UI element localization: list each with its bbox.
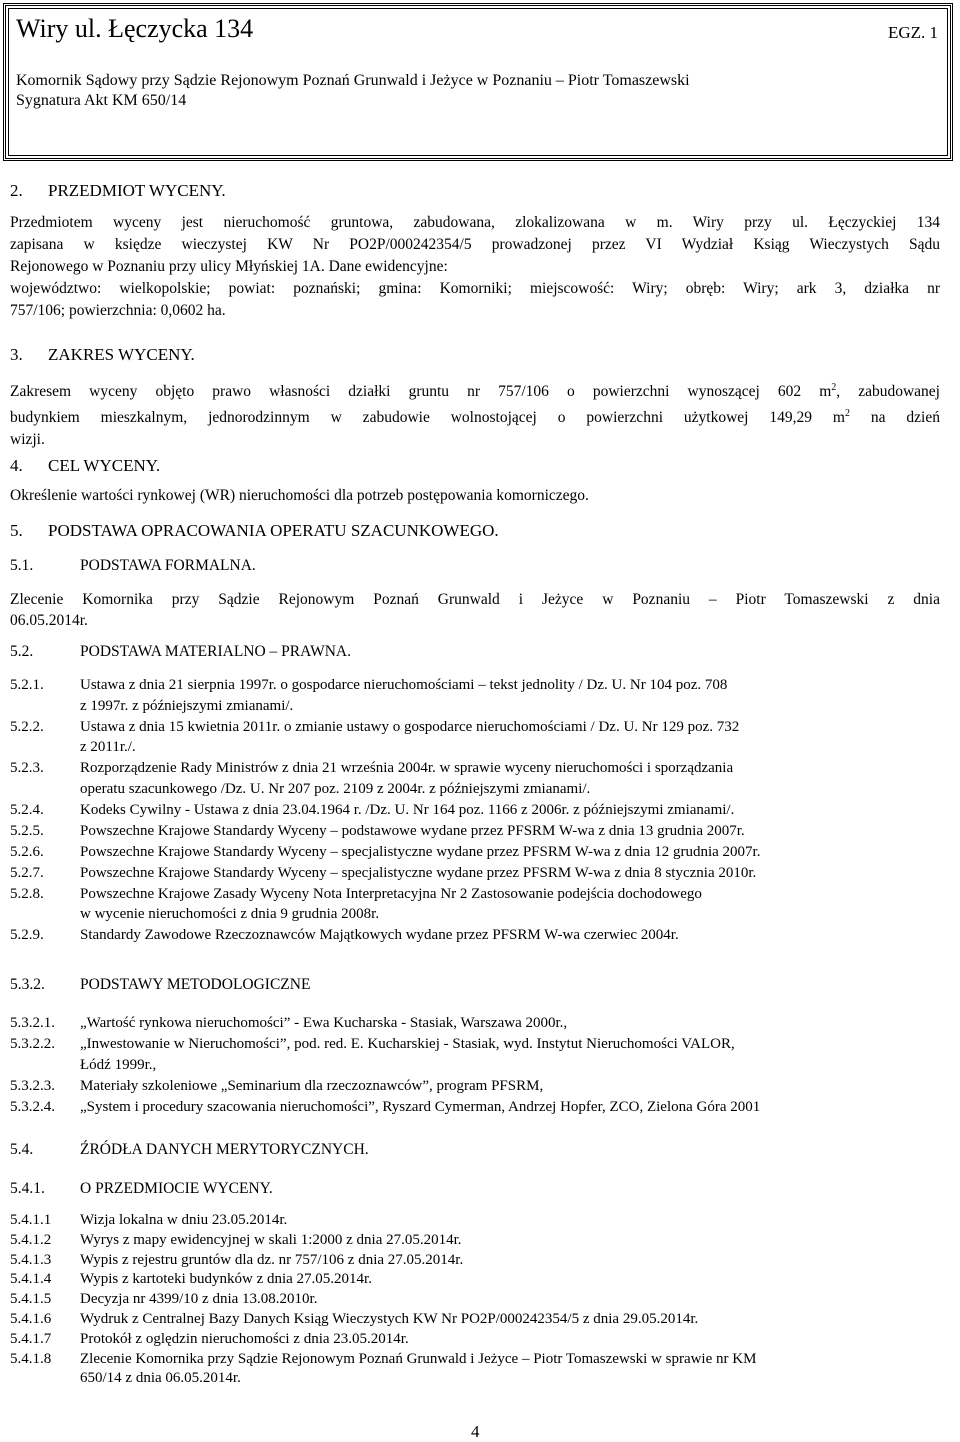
item-text: z 1997r. z późniejszymi zmianami/. bbox=[80, 697, 294, 714]
item-text: Ustawa z dnia 15 kwietnia 2011r. o zmianie ustawy o gospodarce nieruchomościami / Dz. U. Nr 129 poz. 732 bbox=[80, 718, 740, 735]
section-4-heading bbox=[10, 456, 160, 476]
section-title: ZAKRES WYCENY. bbox=[48, 345, 195, 364]
item-text: Łódź 1999r., bbox=[80, 1056, 157, 1073]
list-item bbox=[10, 800, 940, 821]
section-2-heading bbox=[10, 181, 226, 201]
item-number: 5.2.9. bbox=[10, 927, 44, 943]
item-number: 5.2.8. bbox=[10, 885, 44, 902]
subsection-title: PODSTAWY METODOLOGICZNE bbox=[80, 976, 311, 993]
bailiff-line: Komornik Sądowy przy Sądzie Rejonowym Poznań Grunwald i Jeżyce w Poznaniu – Piotr Tomaszewski bbox=[16, 72, 690, 89]
item-number: 5.2.1. bbox=[10, 677, 44, 693]
list-item bbox=[10, 1013, 940, 1034]
section-title: CEL WYCENY. bbox=[48, 456, 161, 475]
list-item bbox=[10, 821, 940, 842]
paragraph-line: 06.05.2014r. bbox=[10, 612, 88, 629]
list-item bbox=[10, 842, 940, 863]
paragraph-line: budynkiem mieszkalnym, jednorodzinnym w zabudowie wolnostojącej o powierzchni użytkowej 149,29 $m^2$ na dzień bbox=[10, 408, 940, 427]
item-text: Powszechne Krajowe Standardy Wyceny – specjalistyczne wydane przez PFSRM W-wa z dnia 8 stycznia 2010r. bbox=[80, 864, 757, 881]
section-3-paragraph bbox=[10, 377, 940, 451]
item-text: Wydruk z Centralnej Bazy Danych Ksiąg Wieczystych KW Nr PO2P/000242354/5 z dnia 29.05.2014r. bbox=[80, 1311, 699, 1327]
item-number: 5.4.1.4 bbox=[10, 1271, 52, 1288]
item-number: 5.2.7. bbox=[10, 864, 44, 881]
subsection-number: 5.2. bbox=[10, 643, 34, 660]
item-text: Powszechne Krajowe Standardy Wyceny – specjalistyczne wydane przez PFSRM W-wa z dnia 12 grudnia 2007r. bbox=[80, 843, 761, 860]
item-number: 5.3.2.3. bbox=[10, 1077, 55, 1094]
list-item bbox=[10, 717, 940, 758]
section-4-text: Określenie wartości rynkowej (WR) nieruchomości dla potrzeb postępowania komorniczego. bbox=[10, 487, 589, 504]
paragraph-line: zapisana w księdze wieczystej KW Nr PO2P/000242354/5 prowadzonej przez VI Wydział Ksiąg Wieczystych Sądu bbox=[10, 236, 940, 253]
item-number: 5.3.2.4. bbox=[10, 1098, 55, 1115]
list-item bbox=[10, 1231, 940, 1251]
section-3-heading bbox=[10, 345, 195, 365]
item-text: Wypis z kartoteki budynków z dnia 27.05.2014r. bbox=[80, 1271, 372, 1288]
item-text: Powszechne Krajowe Standardy Wyceny – podstawowe wydane przez PFSRM W-wa z dnia 13 grudnia 2007r. bbox=[80, 822, 745, 839]
item-text: Wizja lokalna w dniu 23.05.2014r. bbox=[80, 1212, 288, 1228]
paragraph-line: wizji. bbox=[10, 431, 45, 449]
item-text: Powszechne Krajowe Zasady Wyceny Nota Interpretacyjna Nr 2 Zastosowanie podejścia dochodowego bbox=[80, 885, 702, 902]
section-number: 4. bbox=[10, 456, 23, 475]
section-number: 3. bbox=[10, 345, 23, 364]
item-number: 5.4.1.6 bbox=[10, 1311, 52, 1327]
item-text: 650/14 z dnia 06.05.2014r. bbox=[80, 1370, 241, 1387]
list-item bbox=[10, 1251, 940, 1271]
document-title: Wiry ul. Łęczycka 134 bbox=[16, 14, 254, 43]
subsection-number: 5.4. bbox=[10, 1141, 34, 1158]
list-item bbox=[10, 1034, 940, 1075]
item-number: 5.3.2.2. bbox=[10, 1036, 55, 1052]
subsection-number: 5.3.2. bbox=[10, 976, 45, 993]
list-item bbox=[10, 1211, 940, 1231]
subsection-5-4-heading bbox=[10, 1141, 369, 1159]
item-number: 5.2.2. bbox=[10, 718, 44, 735]
paragraph-line: województwo: wielkopolskie; powiat: poznański; gmina: Komorniki; miejscowość: Wiry; obręb: Wiry; ark 3, działka nr bbox=[10, 280, 940, 297]
item-number: 5.2.3. bbox=[10, 760, 44, 776]
section-5-heading bbox=[10, 521, 499, 541]
item-number: 5.2.5. bbox=[10, 822, 44, 839]
item-text: Zlecenie Komornika przy Sądzie Rejonowym Poznań Grunwald i Jeżyce – Piotr Tomaszewski w sprawie nr KM bbox=[80, 1350, 757, 1367]
list-item bbox=[10, 758, 940, 799]
list-item bbox=[10, 1290, 940, 1310]
item-text: „Inwestowanie w Nieruchomości”, pod. red. E. Kucharskiej - Stasiak, wyd. Instytut Nieruchomości VALOR, bbox=[80, 1036, 735, 1052]
subsection-title: O PRZEDMIOCIE WYCENY. bbox=[80, 1180, 273, 1197]
item-text: „System i procedury szacowania nieruchomości”, Ryszard Cymerman, Andrzej Hopfer, ZCO, Zielona Góra 2001 bbox=[80, 1098, 761, 1115]
paragraph-line: 757/106; powierzchnia: 0,0602 ha. bbox=[10, 302, 226, 319]
subsection-5-1-text bbox=[10, 589, 940, 631]
document-header bbox=[3, 3, 953, 161]
paragraph-line: Rejonowego w Poznaniu przy ulicy Młyńskiej 1A. Dane ewidencyjne: bbox=[10, 258, 448, 275]
subsection-5-1-heading bbox=[10, 557, 256, 575]
list-item bbox=[10, 1270, 940, 1290]
section-number: 2. bbox=[10, 181, 23, 200]
subsection-5-2-heading bbox=[10, 643, 351, 661]
subsection-title: ŹRÓDŁA DANYCH MERYTORYCZNYCH. bbox=[80, 1141, 369, 1158]
item-text: Standardy Zawodowe Rzeczoznawców Majątkowych wydane przez PFSRM W-wa czerwiec 2004r. bbox=[80, 927, 679, 943]
paragraph-line: Zakresem wyceny objęto prawo własności działki gruntu nr 757/106 o powierzchni wynoszącej 602 $m^2$, zabudowanej bbox=[10, 382, 940, 401]
item-text: operatu szacunkowego /Dz. U. Nr 207 poz. 2109 z 2004r. z późniejszymi zmianami/. bbox=[80, 780, 591, 797]
subsection-number: 5.4.1. bbox=[10, 1180, 45, 1197]
item-number: 5.4.1.1 bbox=[10, 1212, 52, 1228]
subsection-5-3-2-heading bbox=[10, 976, 310, 994]
list-item bbox=[10, 1330, 940, 1350]
list-item bbox=[10, 884, 940, 925]
list-item bbox=[10, 675, 940, 716]
item-text: Kodeks Cywilny - Ustawa z dnia 23.04.1964 r. /Dz. U. Nr 164 poz. 1166 z 2006r. z późniejszymi zmianami/. bbox=[80, 801, 735, 818]
item-text: Wyrys z mapy ewidencyjnej w skali 1:2000 z dnia 27.05.2014r. bbox=[80, 1231, 462, 1248]
case-reference: Sygnatura Akt KM 650/14 bbox=[16, 92, 187, 109]
item-number: 5.4.1.7 bbox=[10, 1330, 52, 1347]
list-item bbox=[10, 1076, 940, 1097]
item-text: Protokół z oględzin nieruchomości z dnia 23.05.2014r. bbox=[80, 1330, 409, 1347]
section-2-paragraph bbox=[10, 212, 940, 322]
item-text: „Wartość rynkowa nieruchomości” - Ewa Kucharska - Stasiak, Warszawa 2000r., bbox=[80, 1015, 568, 1031]
subsection-title: PODSTAWA FORMALNA. bbox=[80, 557, 256, 574]
section-number: 5. bbox=[10, 521, 23, 540]
item-number: 5.2.6. bbox=[10, 843, 44, 860]
item-text: z 2011r./. bbox=[80, 739, 136, 755]
section-title: PODSTAWA OPRACOWANIA OPERATU SZACUNKOWEGO. bbox=[48, 521, 499, 540]
item-text: Decyzja nr 4399/10 z dnia 13.08.2010r. bbox=[80, 1291, 318, 1308]
copy-label: EGZ. 1 bbox=[887, 23, 938, 42]
subsection-title: PODSTAWA MATERIALNO – PRAWNA. bbox=[80, 643, 351, 660]
item-text: Wypis z rejestru gruntów dla dz. nr 757/106 z dnia 27.05.2014r. bbox=[80, 1251, 464, 1268]
item-text: Ustawa z dnia 21 sierpnia 1997r. o gospodarce nieruchomościami – tekst jednolity / Dz. U. Nr 104 poz. 708 bbox=[80, 677, 728, 693]
item-number: 5.3.2.1. bbox=[10, 1015, 55, 1031]
paragraph-line: Zlecenie Komornika przy Sądzie Rejonowym Poznań Grunwald i Jeżyce w Poznaniu – Piotr Tomaszewski z dnia bbox=[10, 591, 940, 608]
item-number: 5.4.1.8 bbox=[10, 1350, 52, 1367]
item-text: Rozporządzenie Rady Ministrów z dnia 21 września 2004r. w sprawie wyceny nieruchomości i sporządzania bbox=[80, 760, 734, 776]
page-number: 4 bbox=[471, 1422, 480, 1441]
item-text: Materiały szkoleniowe „Seminarium dla rzeczoznawców”, program PFSRM, bbox=[80, 1077, 544, 1094]
list-item bbox=[10, 1350, 940, 1390]
list-item bbox=[10, 863, 940, 884]
item-number: 5.2.4. bbox=[10, 801, 44, 818]
list-item bbox=[10, 925, 940, 946]
list-item bbox=[10, 1310, 940, 1330]
item-number: 5.4.1.3 bbox=[10, 1251, 52, 1268]
list-item bbox=[10, 1097, 940, 1118]
subsection-5-4-1-heading bbox=[10, 1180, 273, 1198]
subsection-number: 5.1. bbox=[10, 557, 34, 574]
item-text: w wycenie nieruchomości z dnia 9 grudnia 2008r. bbox=[80, 906, 380, 922]
item-number: 5.4.1.5 bbox=[10, 1291, 52, 1308]
item-number: 5.4.1.2 bbox=[10, 1231, 52, 1248]
section-title: PRZEDMIOT WYCENY. bbox=[48, 181, 226, 200]
paragraph-line: Przedmiotem wyceny jest nieruchomość gruntowa, zabudowana, zlokalizowana w m. Wiry przy ul. Łęczyckiej 134 bbox=[10, 214, 940, 231]
